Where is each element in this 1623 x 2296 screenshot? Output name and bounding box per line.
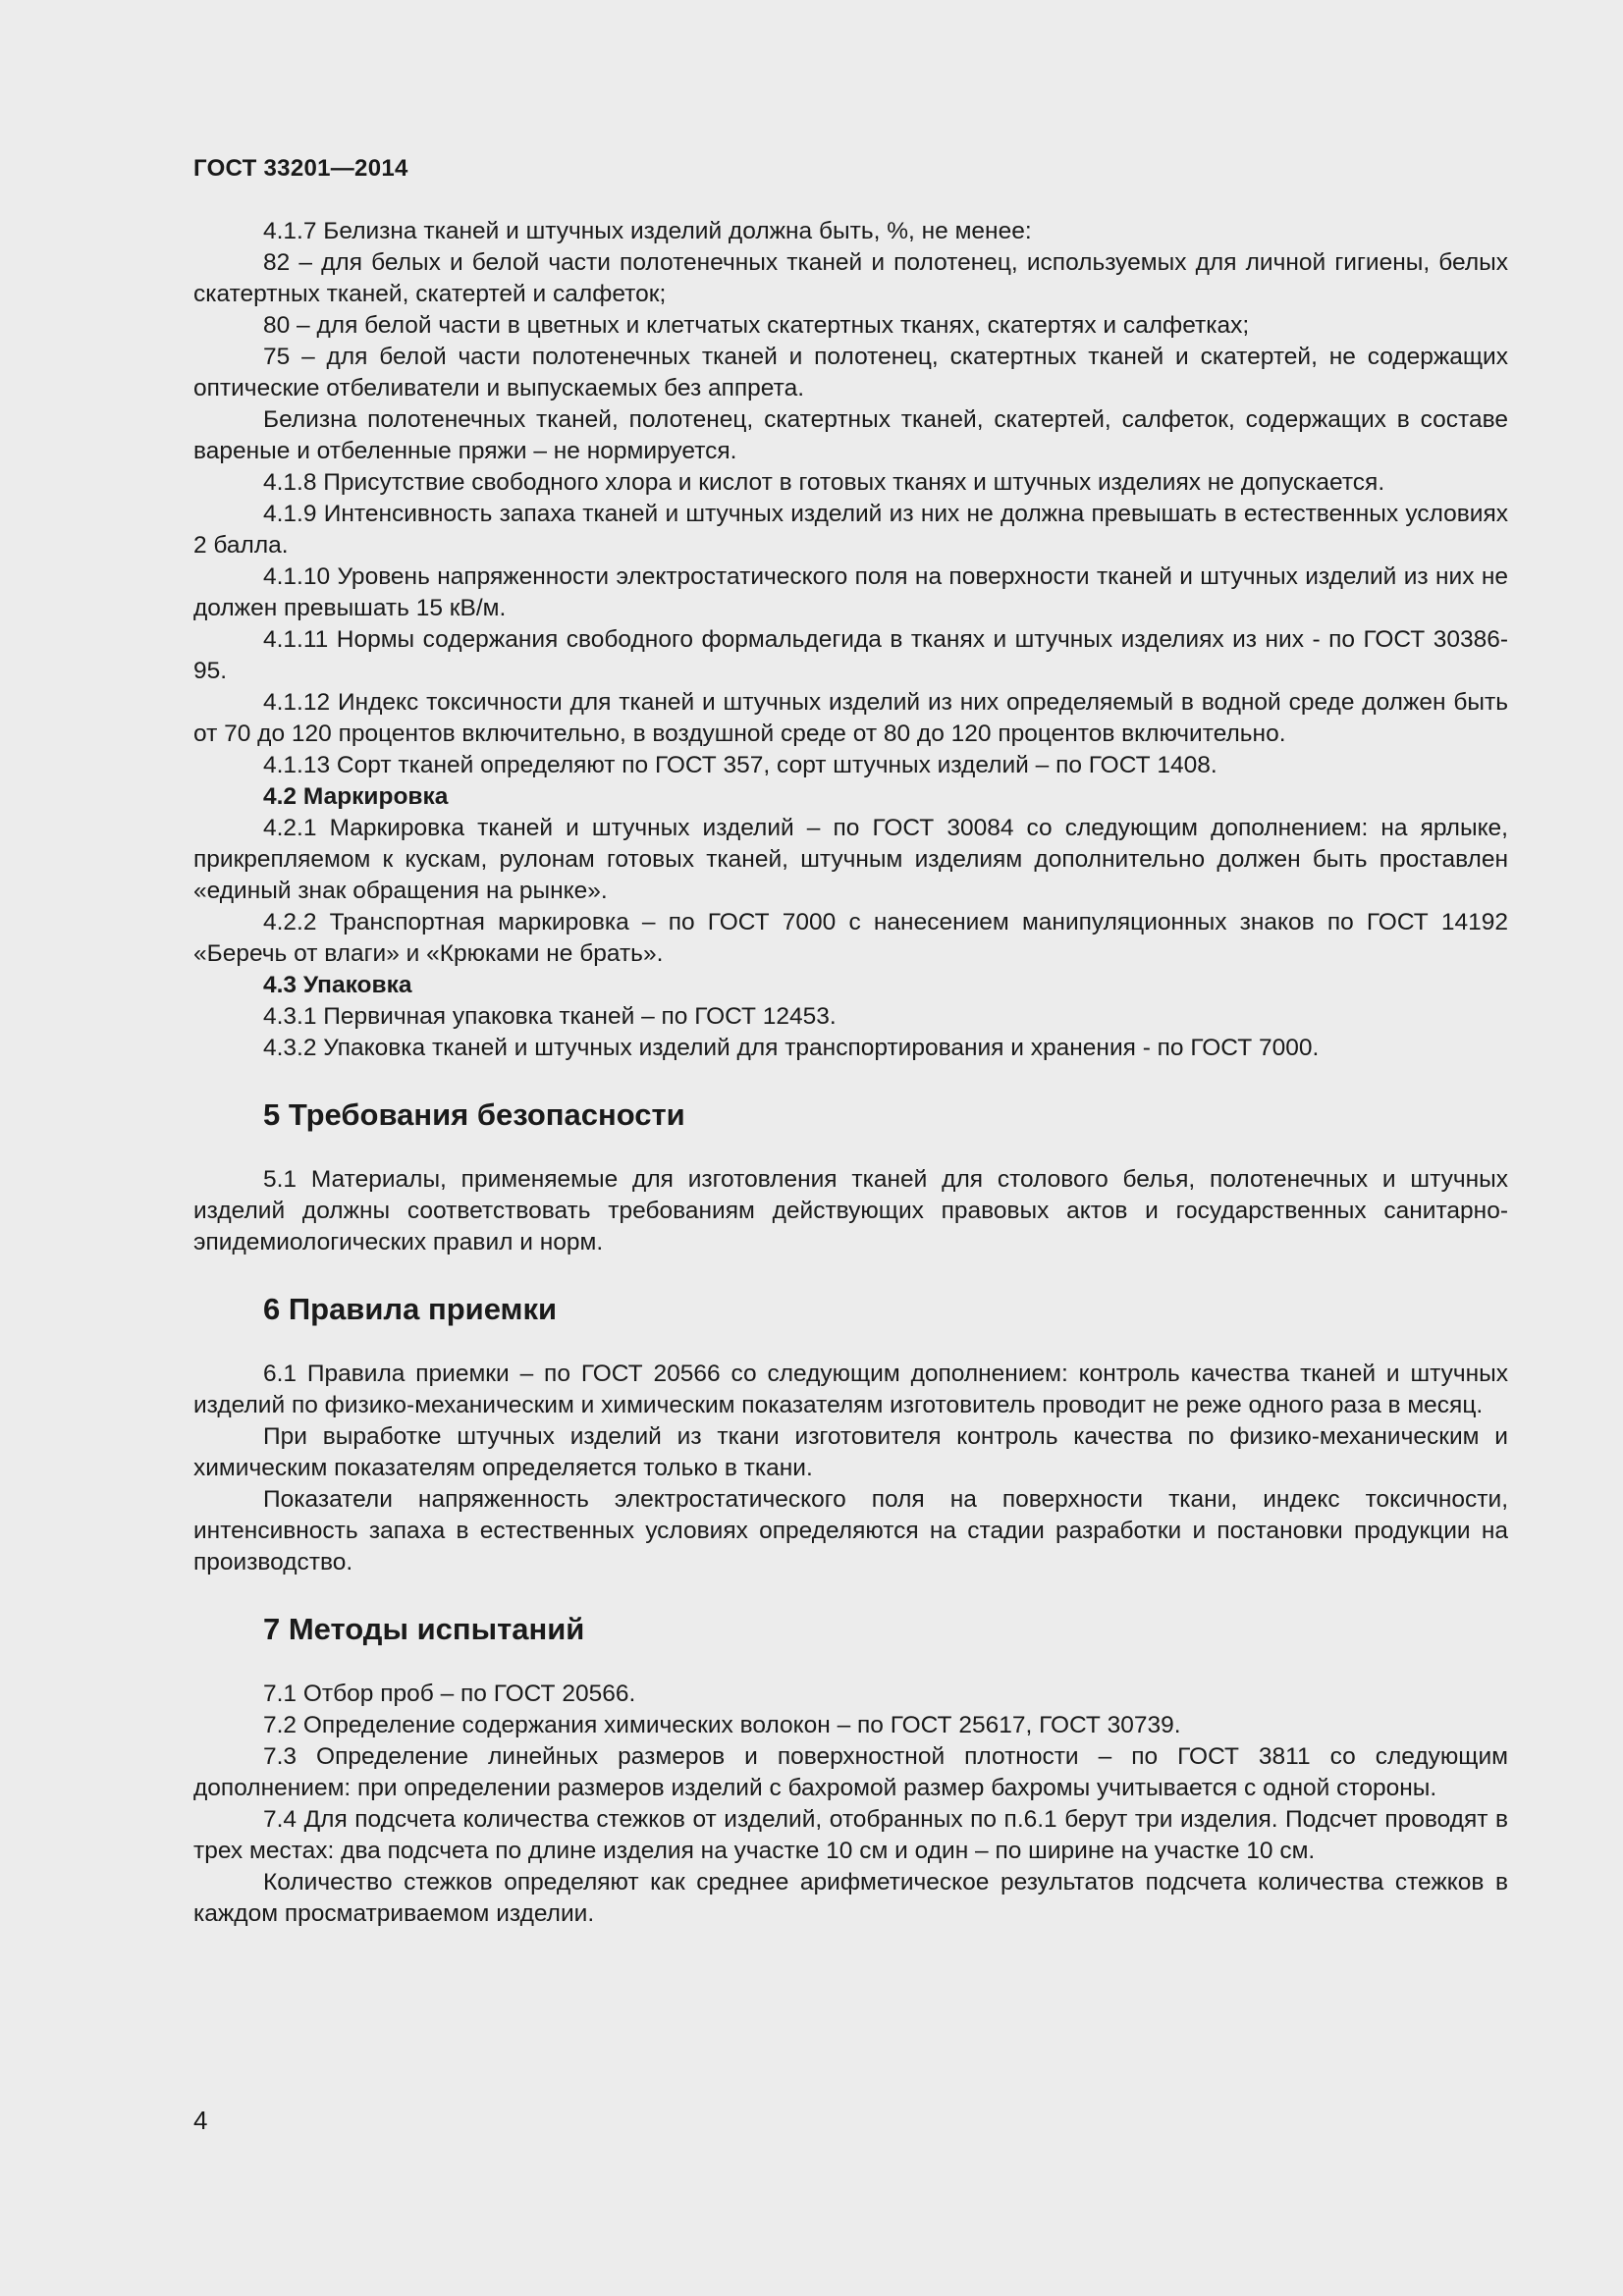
paragraph-4-1-13: 4.1.13 Сорт тканей определяют по ГОСТ 357, сорт штучных изделий – по ГОСТ 1408.	[263, 752, 1217, 778]
paragraph-7-1: 7.1 Отбор проб – по ГОСТ 20566.	[263, 1681, 636, 1707]
paragraph-7-4-a: Количество стежков определяют как среднее арифметическое результатов подсчета количества стежков в каждом просматриваемом изделии.	[193, 1869, 1508, 1927]
paragraph-4-1-8: 4.1.8 Присутствие свободного хлора и кислот в готовых тканях и штучных изделиях не допускается.	[263, 469, 1385, 496]
paragraph-4-1-12: 4.1.12 Индекс токсичности для тканей и штучных изделий из них определяемый в водной среде должен быть от 70 до 120 процентов включительно, в воздушной среде от 80 до 120 процентов включительно.	[193, 689, 1508, 747]
page-number: 4	[193, 2106, 208, 2135]
paragraph-4-3-1: 4.3.1 Первичная упаковка тканей – по ГОСТ 12453.	[263, 1003, 837, 1030]
paragraph-4-1-7-80: 80 – для белой части в цветных и клетчатых скатертных тканях, скатертях и салфетках;	[263, 312, 1250, 339]
paragraph-6-1: 6.1 Правила приемки – по ГОСТ 20566 со следующим дополнением: контроль качества тканей и штучных изделий по физико-механическим и химическим показателям изготовитель проводит не реже одного раза в месяц.	[193, 1361, 1508, 1418]
paragraph-4-2-2: 4.2.2 Транспортная маркировка – по ГОСТ 7000 с нанесением манипуляционных знаков по ГОСТ 14192 «Беречь от влаги» и «Крюками не брать».	[193, 909, 1508, 967]
paragraph-6-1-a: При выработке штучных изделий из ткани изготовителя контроль качества по физико-механическим и химическим показателям определяется только в ткани.	[193, 1423, 1508, 1481]
paragraph-4-1-7-82: 82 – для белых и белой части полотенечных тканей и полотенец, используемых для личной гигиены, белых скатертных тканей, скатертей и салфеток;	[193, 249, 1508, 307]
paragraph-4-1-7-note: Белизна полотенечных тканей, полотенец, скатертных тканей, скатертей, салфеток, содержащих в составе вареные и отбеленные пряжи – не нормируется.	[193, 406, 1508, 464]
paragraph-7-4: 7.4 Для подсчета количества стежков от изделий, отобранных по п.6.1 берут три изделия. Подсчет проводят в трех местах: два подсчета по длине изделия на участке 10 см и один – по ширине на участке 10 см.	[193, 1806, 1508, 1864]
paragraph-4-1-11: 4.1.11 Нормы содержания свободного формальдегида в тканях и штучных изделиях из них - по ГОСТ 30386-95.	[193, 626, 1508, 684]
paragraph-7-3: 7.3 Определение линейных размеров и поверхностной плотности – по ГОСТ 3811 со следующим дополнением: при определении размеров изделий с бахромой размер бахромы учитывается с одной стороны.	[193, 1743, 1508, 1801]
section-heading-7: 7 Методы испытаний	[263, 1612, 585, 1646]
subheading-4-3: 4.3 Упаковка	[263, 972, 412, 998]
paragraph-4-1-9: 4.1.9 Интенсивность запаха тканей и штучных изделий из них не должна превышать в естественных условиях 2 балла.	[193, 501, 1508, 559]
paragraph-4-1-7-75: 75 – для белой части полотенечных тканей и полотенец, скатертных тканей и скатертей, не содержащих оптические отбеливатели и выпускаемых без аппрета.	[193, 344, 1508, 401]
paragraph-4-3-2: 4.3.2 Упаковка тканей и штучных изделий для транспортирования и хранения - по ГОСТ 7000.	[263, 1035, 1320, 1061]
paragraph-4-1-10: 4.1.10 Уровень напряженности электростатического поля на поверхности тканей и штучных изделий из них не должен превышать 15 кВ/м.	[193, 563, 1508, 621]
document-header: ГОСТ 33201—2014	[193, 155, 408, 182]
paragraph-4-2-1: 4.2.1 Маркировка тканей и штучных изделий – по ГОСТ 30084 со следующим дополнением: на ярлыке, прикрепляемом к кускам, рулонам готовых тканей, штучным изделиям дополнительно должен быть проставлен «единый знак обращения на рынке».	[193, 815, 1508, 904]
paragraph-4-1-7: 4.1.7 Белизна тканей и штучных изделий должна быть, %, не менее:	[263, 218, 1032, 244]
section-heading-6: 6 Правила приемки	[263, 1292, 558, 1326]
section-heading-5: 5 Требования безопасности	[263, 1097, 685, 1132]
paragraph-5-1: 5.1 Материалы, применяемые для изготовления тканей для столового белья, полотенечных и штучных изделий должны соответствовать требованиям действующих правовых актов и государственных санитарно-эпидемиологических правил и норм.	[193, 1166, 1508, 1255]
document-body	[193, 216, 1508, 1930]
paragraph-7-2: 7.2 Определение содержания химических волокон – по ГОСТ 25617, ГОСТ 30739.	[263, 1712, 1181, 1738]
subheading-4-2: 4.2 Маркировка	[263, 783, 449, 810]
paragraph-6-1-b: Показатели напряженность электростатического поля на поверхности ткани, индекс токсичности, интенсивность запаха в естественных условиях определяются на стадии разработки и постановки продукции на производство.	[193, 1486, 1508, 1575]
